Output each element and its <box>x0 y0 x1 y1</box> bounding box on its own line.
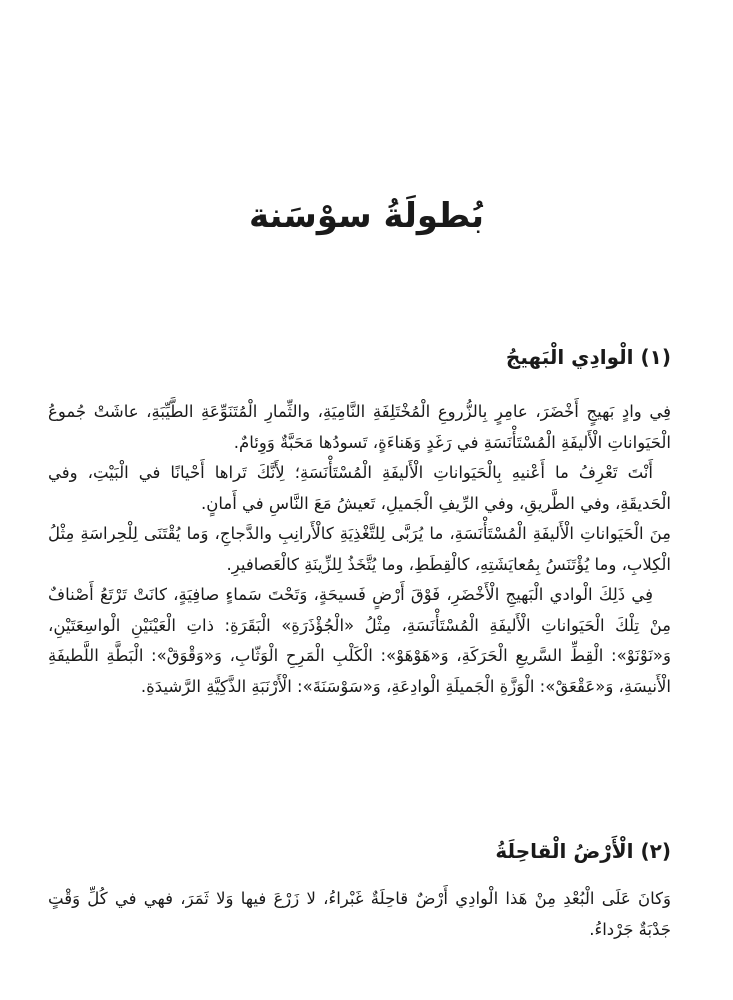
paragraph: مِنَ الْحَيَواناتِ الْأَليفَةِ الْمُسْتَأْنَسَةِ، ما يُرَبَّى لِلتَّغْذِيَةِ كالْأَرانِبِ والدَّجاجِ، وَما يُقْتَنَى لِلْحِراسَةِ مِثْلُ الْكِلابِ، وما يُؤْتَنَسُ بِمُعايَشَتِهِ، كالْقِطَطِ، وما يُتَّخَذُ لِلزِّينَةِ كالْعَصافيرِ. <box>48 524 671 574</box>
paragraph: فِي ذَلِكَ الْوادي الْبَهيجِ الْأَخْضَرِ، فَوْقَ أَرْضٍ فَسيحَةٍ، وَتَحْتَ سَماءٍ صافِيَةٍ، كانَتْ تَرْتَعُ أَصْنافٌ مِنْ تِلْكَ الْحَيَواناتِ الْأَليفَةِ الْمُسْتَأْنَسَةِ، مِثْلُ «الْجُؤْذَرَةِ» الْبَقَرَةِ: ذاتِ الْعَيْنَيْنِ الْواسِعَتَيْنِ، وَ«نَوْنَوْ»: الْقِطِّ السَّريعِ الْحَرَكَةِ، وَ«هَوْهَوْ»: الْكَلْبِ الْمَرِحِ الْوَثّابِ، وَ«وَقْوَقْ»: الْبَطَّةِ اللَّطيفَةِ الْأَنيسَةِ، وَ«عَقْعَقْ»: الْوَزَّةِ الْجَميلَةِ الْوادِعَةِ، وَ«سَوْسَنَةَ»: الْأَرْنَبَةِ الذَّكِيَّةِ الرَّشيدَةِ. <box>48 585 671 696</box>
section-1-heading: (١) الْوادِي الْبَهيجُ <box>505 345 671 369</box>
paragraph: فِي وادٍ بَهيجٍ أَخْضَرَ، عامِرٍ بِالزُّروعِ الْمُخْتَلِفَةِ النَّامِيَةِ، والثِّمارِ الْمُتَنَوِّعَةِ الطَّيِّبَةِ، عاشَتْ جُموعُ الْحَيَواناتِ الْأَليفَةِ الْمُسْتَأْنَسَةِ في رَغَدٍ وَهَناءَةٍ، تَسودُها مَحَبَّةٌ وَوِئامٌ. <box>48 402 671 452</box>
section-1-body <box>48 397 671 702</box>
paragraph: وَكانَ عَلَى الْبُعْدِ مِنْ هَذا الْوادِي أَرْضٌ قاحِلَةٌ غَبْراءُ، لا زَرْعَ فيها وَلا ثَمَرَ، فهي في كُلِّ وَقْتٍ جَدْبَةٌ جَرْداءُ. <box>48 889 671 939</box>
section-2-body <box>48 884 671 945</box>
section-2-heading: (٢) الْأَرْضُ الْقاحِلَةُ <box>495 839 671 863</box>
paragraph: أَنْتَ تَعْرِفُ ما أَعْنيهِ بِالْحَيَواناتِ الْأَليفَةِ الْمُسْتَأْنَسَةِ؛ لِأَنَّكَ تَراها أَحْيانًا في الْبَيْتِ، وفي الْحَديقَةِ، وفي الطَّريقِ، وفي الرِّيفِ الْجَميلِ، تَعيشُ مَعَ النَّاسِ في أَمانٍ. <box>48 463 671 513</box>
page-title: بُطولَةُ سوْسَنة <box>248 196 485 236</box>
